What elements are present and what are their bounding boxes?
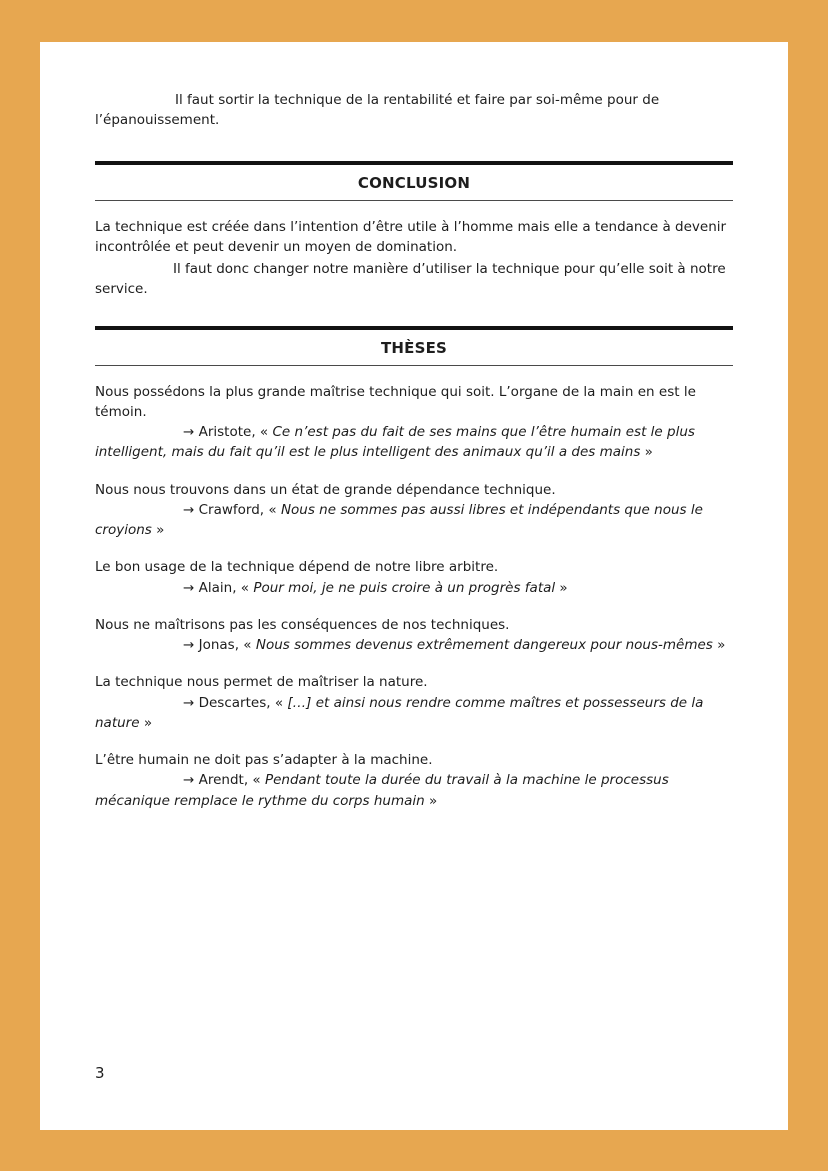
thesis-item [95,382,733,463]
quote-close: » [151,522,165,538]
thesis-statement: Le bon usage de la technique dépend de notre libre arbitre. [95,559,499,576]
thesis-quote-text: Pour moi, je ne puis croire à un progrès fatal [253,579,556,596]
quote-open: , « [259,501,281,518]
thesis-quote-text: Ce n’est pas du fait de ses mains que l’être humain est le plus intelligent, mais du fait qu’il est le plus intelligent des animaux qu’il a des mains [95,424,695,461]
thesis-statement: Nous possédons la plus grande maîtrise technique qui soit. L’organe de la main en est le témoin. [95,383,696,420]
quote-close: » [139,714,153,731]
thesis-statement: Nous nous trouvons dans un état de grande dépendance technique. [95,481,556,498]
arrow-icon: → [183,424,199,440]
thesis-item [95,480,733,541]
thesis-quote [95,422,733,463]
quote-close: » [424,792,438,809]
thesis-statement: Nous ne maîtrisons pas les conséquences de nos techniques. [95,616,510,633]
quote-open: , « [234,637,256,653]
thesis-quote [95,578,733,598]
arrow-icon: → [183,637,199,653]
quote-open: , « [232,579,254,596]
thesis-statement: L’être humain ne doit pas s’adapter à la machine. [95,752,433,768]
quote-open: , « [243,772,265,789]
theses-header [95,326,733,366]
thesis-quote-text: Nous ne sommes pas aussi libres et indépendants que nous le croyions [95,501,703,538]
document-page [40,42,788,1130]
arrow-icon: → [183,694,199,711]
theses-title: THÈSES [380,338,448,357]
intro-line: Il faut sortir la technique de la rentabilité et faire par soi-même pour de l’épanouissement. [95,92,660,129]
arrow-icon: → [183,579,199,596]
thesis-author: Descartes [198,694,267,711]
thesis-author: Alain [198,579,233,596]
conclusion-header [95,161,733,201]
thesis-quote-text: […] et ainsi nous rendre comme maîtres et possesseurs de la nature [95,694,704,731]
quote-open: , « [251,424,273,440]
thesis-item [95,557,733,598]
quote-close: » [712,637,726,653]
thesis-item [95,672,733,733]
arrow-icon: → [183,501,199,518]
thesis-item [95,750,733,811]
conclusion-block [95,217,733,300]
thesis-statement: La technique nous permet de maîtriser la nature. [95,674,428,691]
arrow-icon: → [183,772,199,789]
quote-close: » [640,444,653,461]
quote-close: » [555,579,568,596]
quote-open: , « [266,694,288,711]
thesis-quote [95,500,733,541]
thesis-author: Jonas [198,637,235,653]
thesis-quote-text: Pendant toute la durée du travail à la machine le processus mécanique remplace le rythme du corps humain [95,772,669,809]
conclusion-paragraph: La technique est créée dans l’intention d’être utile à l’homme mais elle a tendance à devenir incontrôlée et peut devenir un moyen de domination. [95,218,727,255]
thesis-item [95,615,733,656]
conclusion-title: CONCLUSION [357,173,471,192]
thesis-quote [95,693,733,734]
thesis-author: Arendt [198,772,244,789]
thesis-quote-text: Nous sommes devenus extrêmement dangereux pour nous-mêmes [255,637,713,653]
thesis-author: Crawford [198,501,260,518]
page-number: 3 [95,1064,105,1082]
thesis-quote [95,635,733,655]
thesis-quote [95,770,733,811]
thesis-author: Aristote [198,424,252,440]
conclusion-paragraph-indented: Il faut donc changer notre manière d’utiliser la technique pour qu’elle soit à notre service. [95,261,726,298]
